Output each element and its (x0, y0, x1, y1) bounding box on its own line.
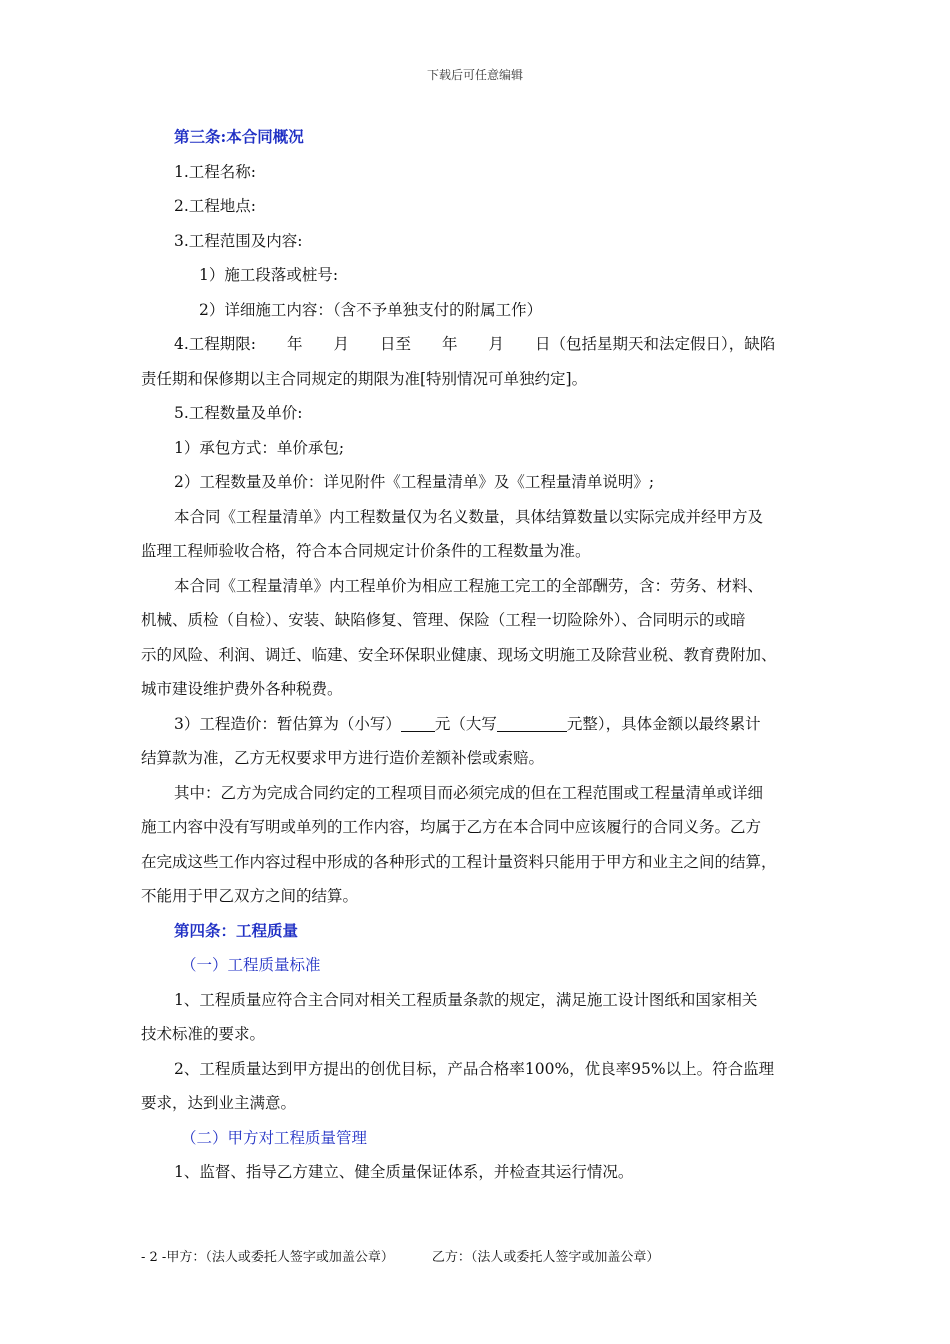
text-line: 1）承包方式：单价承包; (174, 438, 345, 457)
text-line: 5.工程数量及单价: (174, 404, 303, 422)
text-line: 1.工程名称: (174, 162, 257, 181)
subsection-heading: （二）甲方对工程质量管理 (181, 1128, 368, 1147)
text-line: 1、监督、指导乙方建立、健全质量保证体系，并检查其运行情况。 (174, 1163, 634, 1181)
text-line: 本合同《工程量清单》内工程数量仅为名义数量，具体结算数量以实际完成并经甲方及 (174, 507, 764, 526)
contract-section-b (141, 741, 811, 1190)
page-number: - 2 - (141, 1250, 167, 1265)
text-line: 结算款为准，乙方无权要求甲方进行造价差额补偿或索赔。 (141, 749, 545, 767)
section-heading: 第三条:本合同概况 (174, 127, 304, 146)
text-line: 城市建设维护费外各种税费。 (141, 680, 343, 698)
text-line: 本合同《工程量清单》内工程单价为相应工程施工完工的全部酬劳，含：劳务、材料、 (174, 576, 764, 595)
section-heading: 第四条：工程质量 (174, 920, 299, 940)
text-line: 4.工程期限: 年 月 日至 年 月 日（包括星期天和法定假日），缺陷 (174, 335, 776, 353)
text-line: 其中：乙方为完成合同约定的工程项目而必须完成的但在工程范围或工程量清单或详细 (174, 783, 764, 802)
text-line: 不能用于甲乙双方之间的结算。 (141, 887, 359, 905)
contract-body (141, 120, 811, 1190)
text-line: 要求，达到业主满意。 (141, 1094, 297, 1112)
text-line: 1、工程质量应符合主合同对相关工程质量条款的规定，满足施工设计图纸和国家相关 (174, 990, 758, 1009)
text-line: 2.工程地点: (174, 197, 257, 215)
price-line (141, 707, 811, 742)
party-b-signature: 乙方：（法人或委托人签字或加盖公章） (431, 1250, 660, 1265)
price-capital-blank (497, 713, 567, 732)
text-line: 施工内容中没有写明或单列的工作内容，均属于乙方在本合同中应该履行的合同义务。乙方 (141, 818, 762, 836)
text-line: 1）施工段落或桩号: (199, 266, 339, 284)
page-footer (141, 1246, 841, 1265)
contract-section-a (141, 120, 811, 707)
text-line: 3.工程范围及内容: (174, 231, 303, 250)
price-mid: 元（大写 (434, 714, 497, 733)
text-line: 示的风险、利润、调迁、临建、安全环保职业健康、现场文明施工及除营业税、教育费附加、 (141, 645, 777, 664)
text-line: 机械、质检（自检）、安装、缺陷修复、管理、保险（工程一切险除外）、合同明示的或暗 (141, 611, 746, 629)
page-header-note: 下载后可任意编辑 (426, 68, 523, 82)
text-line: 2、工程质量达到甲方提出的创优目标，产品合格率100%，优良率95%以上。符合监理 (174, 1059, 775, 1078)
text-line: 2）详细施工内容：（含不予单独支付的附属工作） (199, 300, 543, 319)
price-small-blank (401, 713, 435, 732)
text-line: 在完成这些工作内容过程中形成的各种形式的工程计量资料只能用于甲方和业主之间的结算， (141, 852, 777, 871)
text-line: 技术标准的要求。 (141, 1025, 266, 1043)
price-suffix: 元整），具体金额以最终累计 (566, 714, 761, 733)
party-a-signature: 甲方：（法人或委托人签字或加盖公章） (166, 1250, 394, 1265)
text-line: 2）工程数量及单价：详见附件《工程量清单》及《工程量清单说明》; (174, 473, 655, 491)
subsection-heading: （一）工程质量标准 (181, 956, 321, 974)
text-line: 监理工程师验收合格，符合本合同规定计价条件的工程数量为准。 (141, 542, 591, 560)
price-prefix: 3）工程造价：暂估算为（小写） (174, 714, 401, 733)
text-line: 责任期和保修期以主合同规定的期限为准[特别情况可单独约定]。 (141, 369, 588, 388)
